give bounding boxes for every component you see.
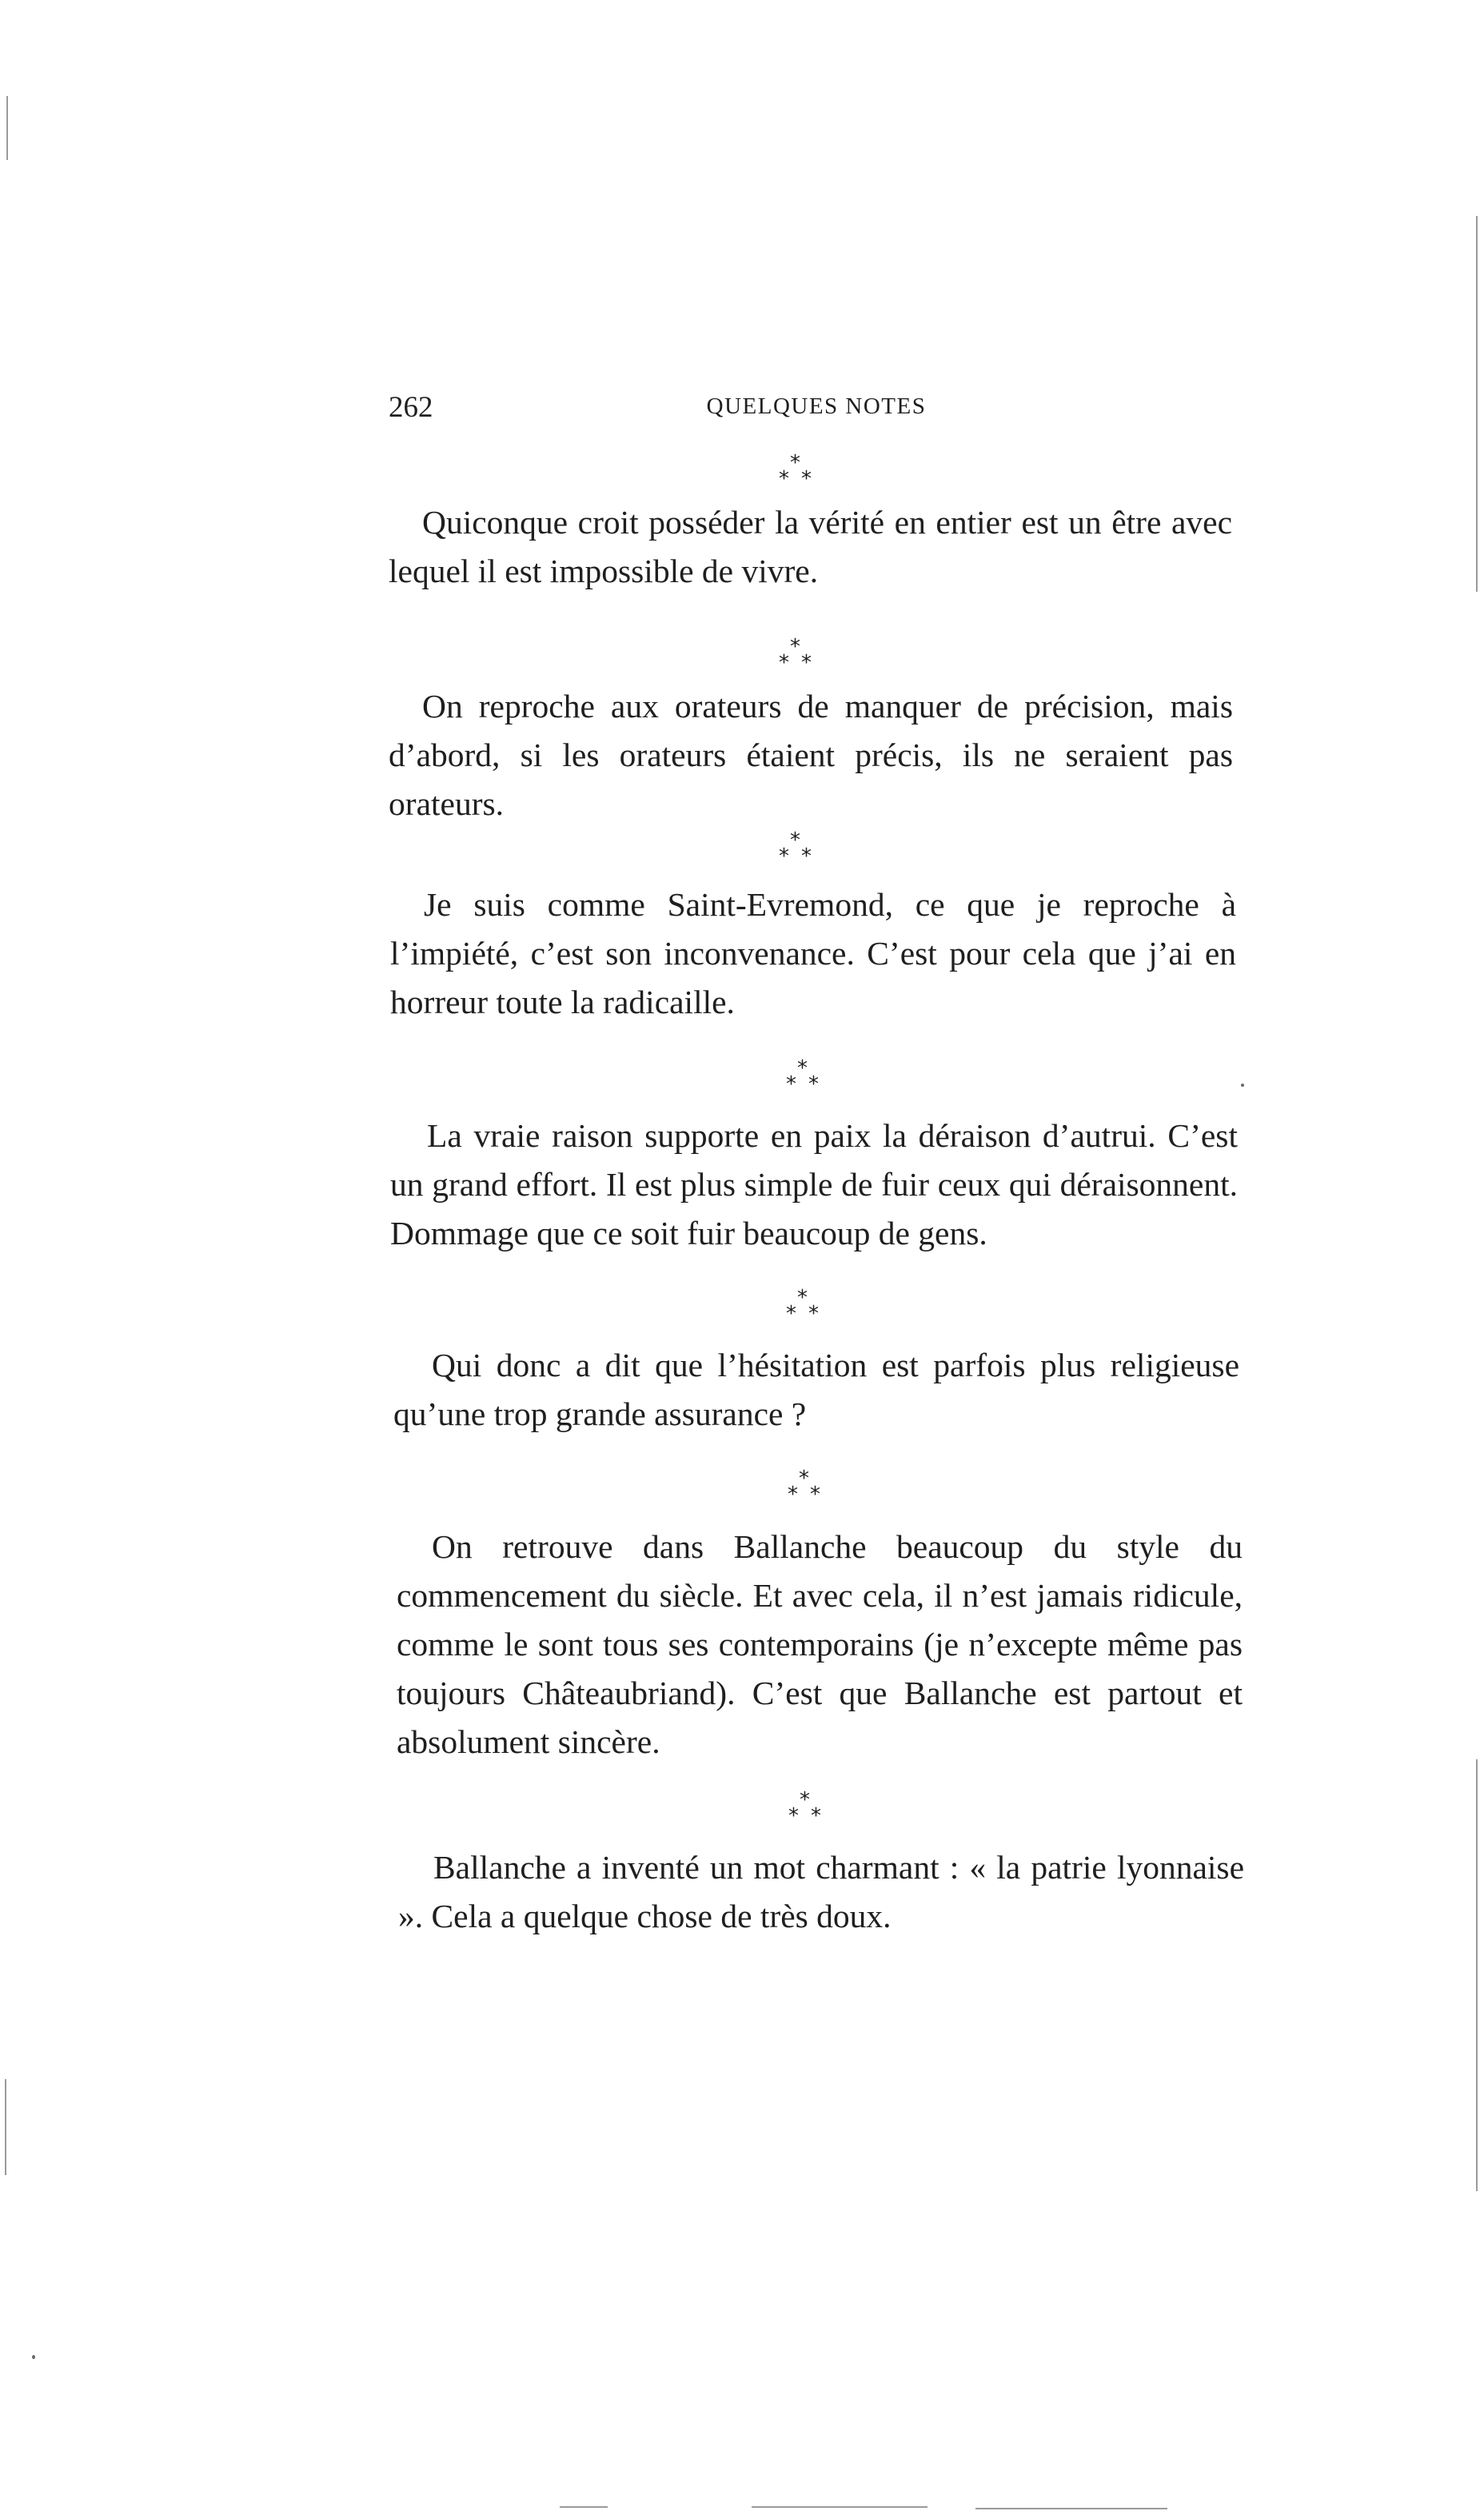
- asterism-separator: * * *: [788, 1467, 820, 1507]
- running-title: QUELQUES NOTES: [706, 393, 927, 419]
- scan-edge-line: [975, 2508, 1167, 2509]
- asterism-separator: * * *: [779, 635, 812, 675]
- note-paragraph: Ballanche a inventé un mot charmant : « la patrie lyonnaise ». Cela a quelque chose de très doux.: [398, 1849, 1244, 1934]
- note-paragraph: Quiconque croit posséder la vérité en entier est un être avec lequel il est impossible de vivre.: [389, 504, 1232, 589]
- scan-edge-line: [1476, 216, 1478, 592]
- scan-edge-line: [5, 2079, 6, 2175]
- page-header: [389, 390, 1244, 430]
- scan-edge-line: [1476, 1759, 1478, 2191]
- scan-edge-line: [560, 2506, 608, 2508]
- scan-speck: [1241, 1084, 1244, 1087]
- asterism-separator: * * *: [786, 1056, 819, 1096]
- note-paragraph: On retrouve dans Ballanche beaucoup du style du commencement du siècle. Et avec cela, il n’est jamais ridicule, comme le sont tous ses contemporains (je n’excepte même pas toujours Châteaubriand). C’est que Ballanche est partout et absolument sincère.: [397, 1528, 1243, 1760]
- asterism-separator: * * *: [779, 451, 812, 491]
- asterism-separator: * * *: [779, 828, 812, 868]
- scan-edge-line: [752, 2506, 927, 2508]
- note-paragraph: On reproche aux orateurs de manquer de précision, mais d’abord, si les orateurs étaient précis, ils ne seraient pas orateurs.: [389, 688, 1233, 822]
- note-paragraph: Je suis comme Saint-Evremond, ce que je reproche à l’impiété, c’est son inconvenance. C’est pour cela que j’ai en horreur toute la radicaille.: [390, 886, 1236, 1020]
- note-paragraph: Qui donc a dit que l’hésitation est parfois plus religieuse qu’une trop grande assurance ?: [393, 1347, 1239, 1432]
- note-paragraph: La vraie raison supporte en paix la déraison d’autrui. C’est un grand effort. Il est plus simple de fuir ceux qui déraisonnent. Dommage que ce soit fuir beaucoup de gens.: [390, 1117, 1238, 1252]
- asterism-separator: * * *: [786, 1286, 819, 1326]
- scan-speck: [32, 2355, 35, 2359]
- page-number: 262: [389, 391, 433, 424]
- scan-edge-line: [6, 96, 8, 160]
- asterism-separator: * * *: [788, 1788, 821, 1828]
